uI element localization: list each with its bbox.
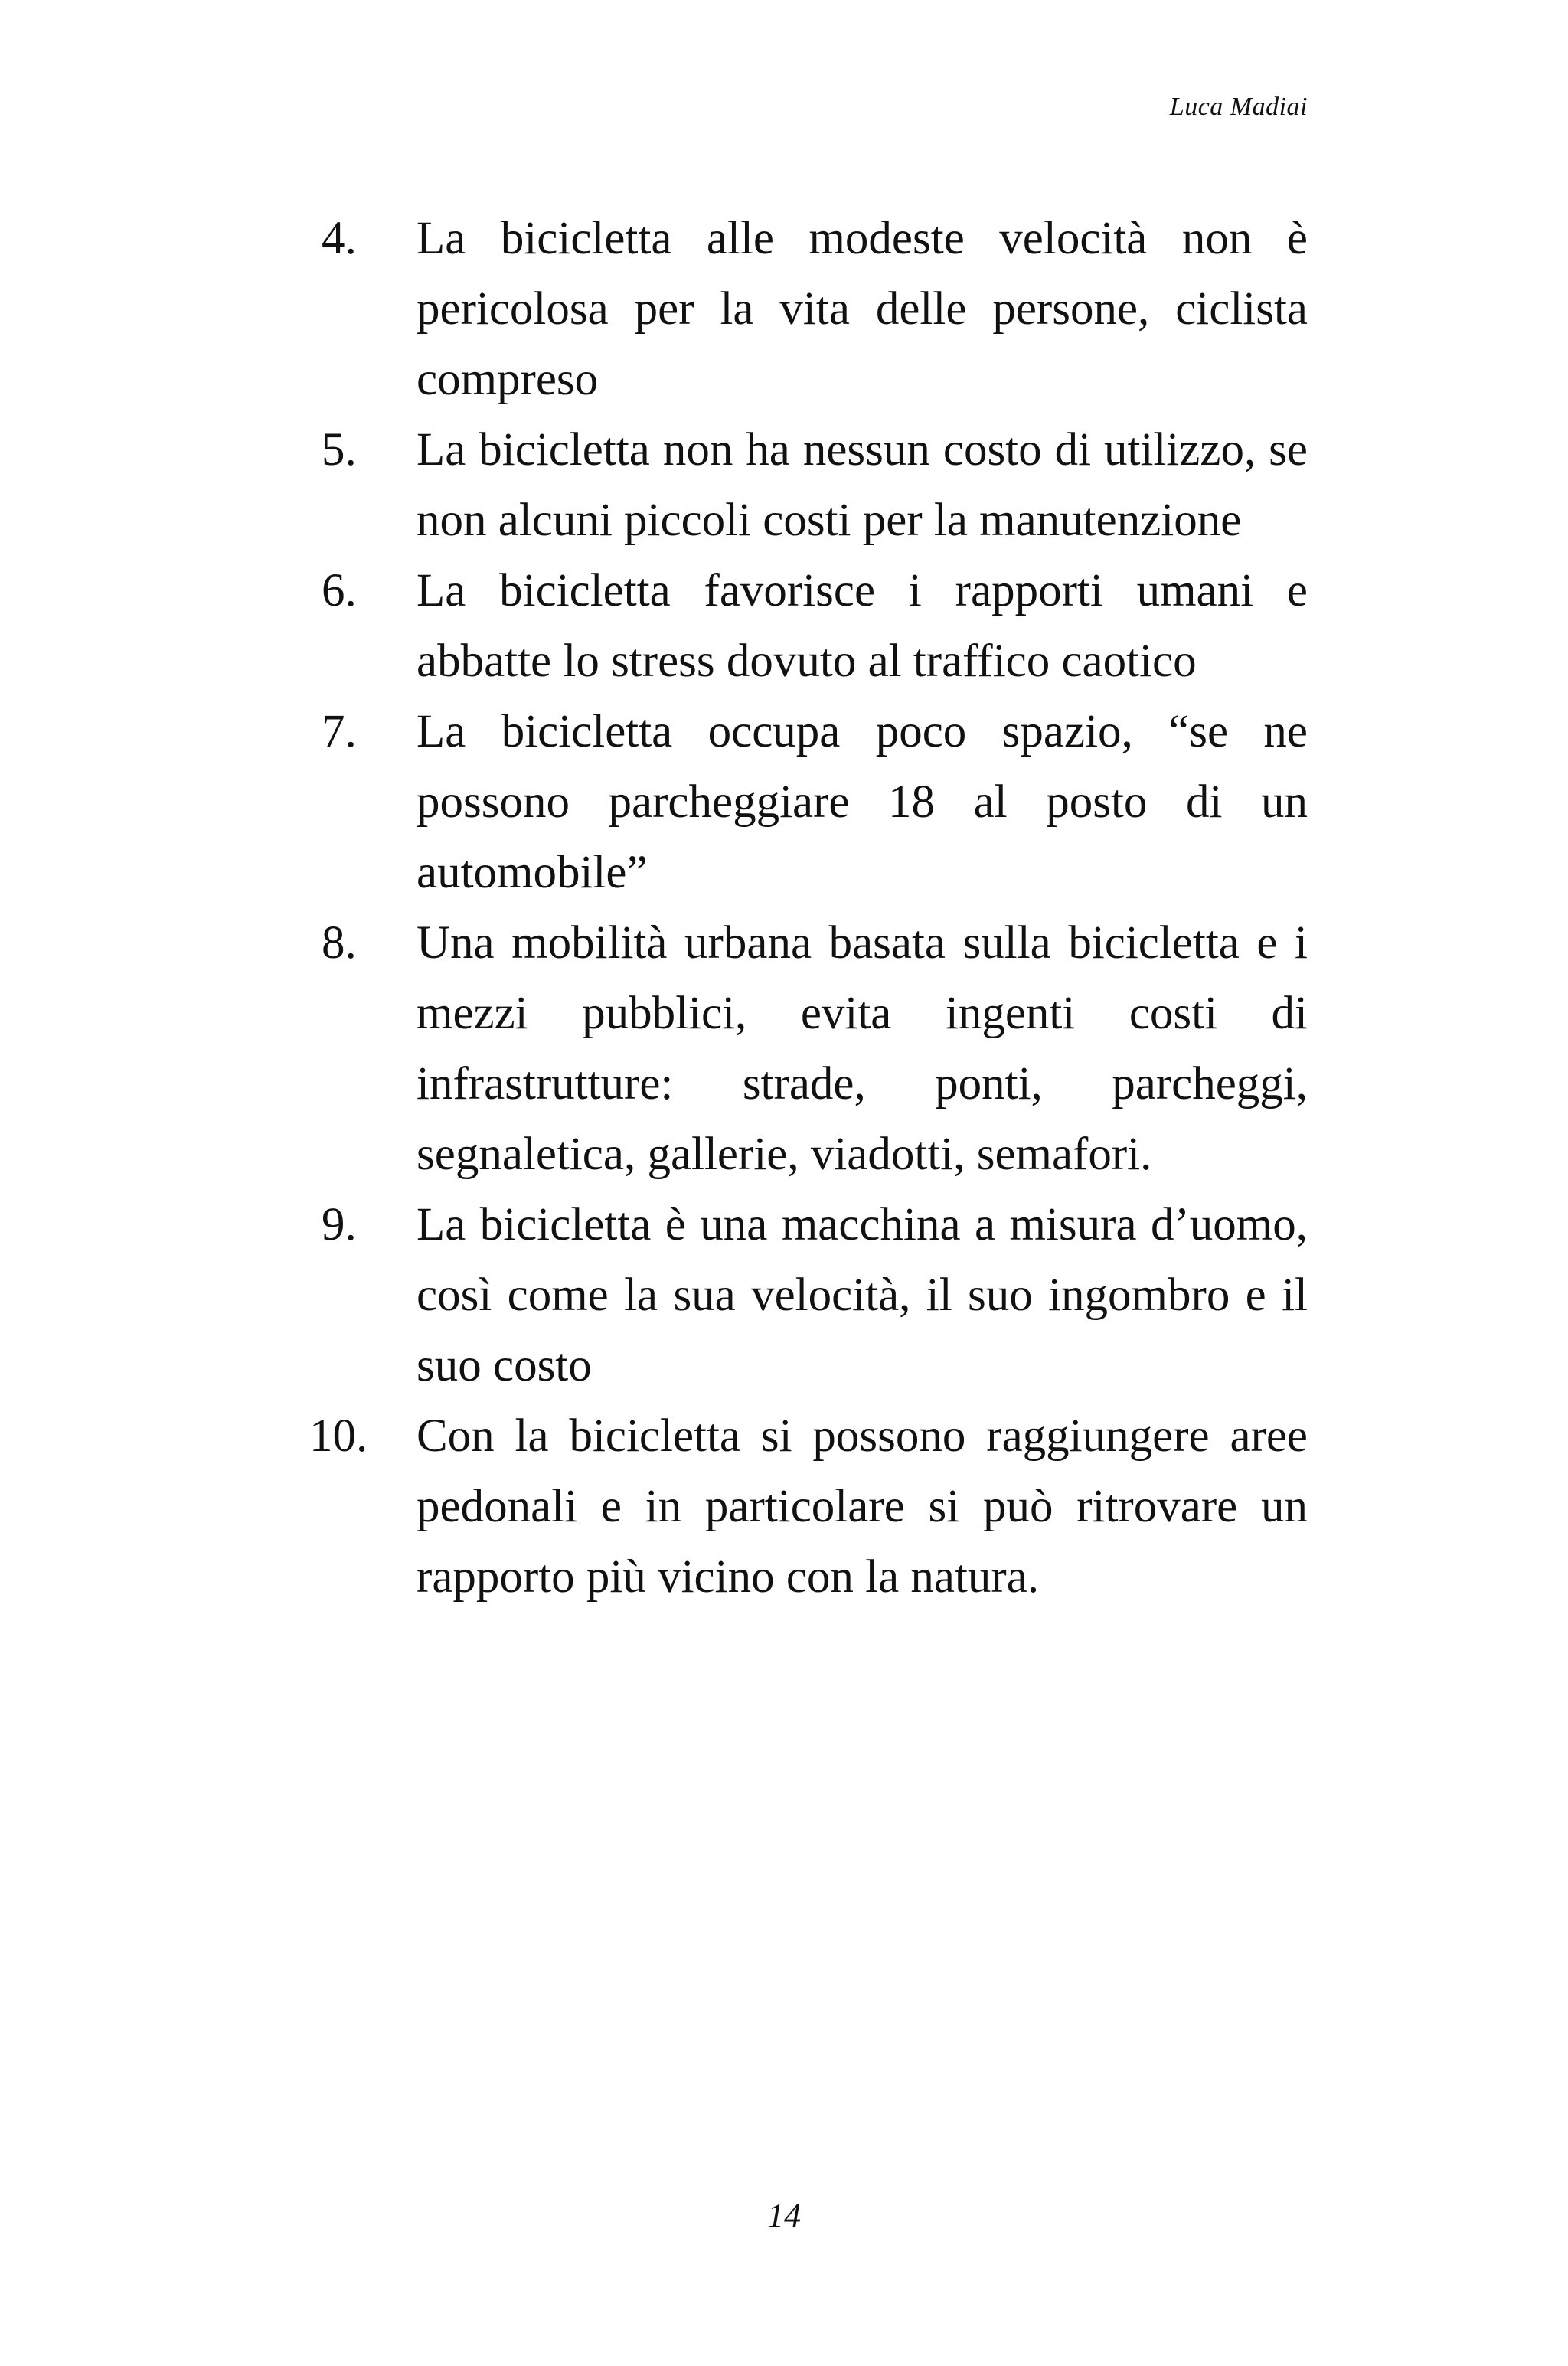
list-item-text: Con la bicicletta si possono raggiungere aree pedonali e in particolare si può ritrovare un rapporto più vicino con la natura. <box>416 1410 1308 1603</box>
list-item-text: La bicicletta alle modeste velocità non è pericolosa per la vita delle persone, ciclista compreso <box>416 213 1308 405</box>
list-item-number: 8. <box>322 917 357 969</box>
list-item-number: 7. <box>322 706 357 757</box>
list-item-text: La bicicletta non ha nessun costo di utilizzo, se non alcuni piccoli costi per la manutenzione <box>416 424 1308 546</box>
list-item <box>322 1190 1308 1401</box>
list-item <box>309 1401 1308 1613</box>
list-item <box>322 415 1308 556</box>
list-item-text: Una mobilità urbana basata sulla bicicletta e i mezzi pubblici, evita ingenti costi di infrastrutture: strade, ponti, parcheggi, segnaletica, gallerie, viadotti, semafori. <box>416 917 1308 1180</box>
list-item-text: La bicicletta favorisce i rapporti umani e abbatte lo stress dovuto al traffico caotico <box>416 565 1308 687</box>
running-header-author: Luca Madiai <box>1169 93 1308 121</box>
list-item-number: 10. <box>309 1410 368 1462</box>
list-item-number: 9. <box>322 1199 357 1250</box>
list-item-number: 5. <box>322 424 357 475</box>
page-number: 14 <box>767 2197 801 2234</box>
list-item <box>322 908 1308 1190</box>
numbered-list <box>309 204 1308 1613</box>
list-item <box>322 697 1308 908</box>
list-item <box>322 204 1308 415</box>
list-item-number: 4. <box>322 213 357 264</box>
list-item-text: La bicicletta è una macchina a misura d’uomo, così come la sua velocità, il suo ingombro e il suo costo <box>416 1199 1308 1391</box>
list-item <box>322 556 1308 697</box>
list-item-number: 6. <box>322 565 357 616</box>
list-item-text: La bicicletta occupa poco spazio, “se ne possono parcheggiare 18 al posto di un automobile” <box>416 706 1308 898</box>
